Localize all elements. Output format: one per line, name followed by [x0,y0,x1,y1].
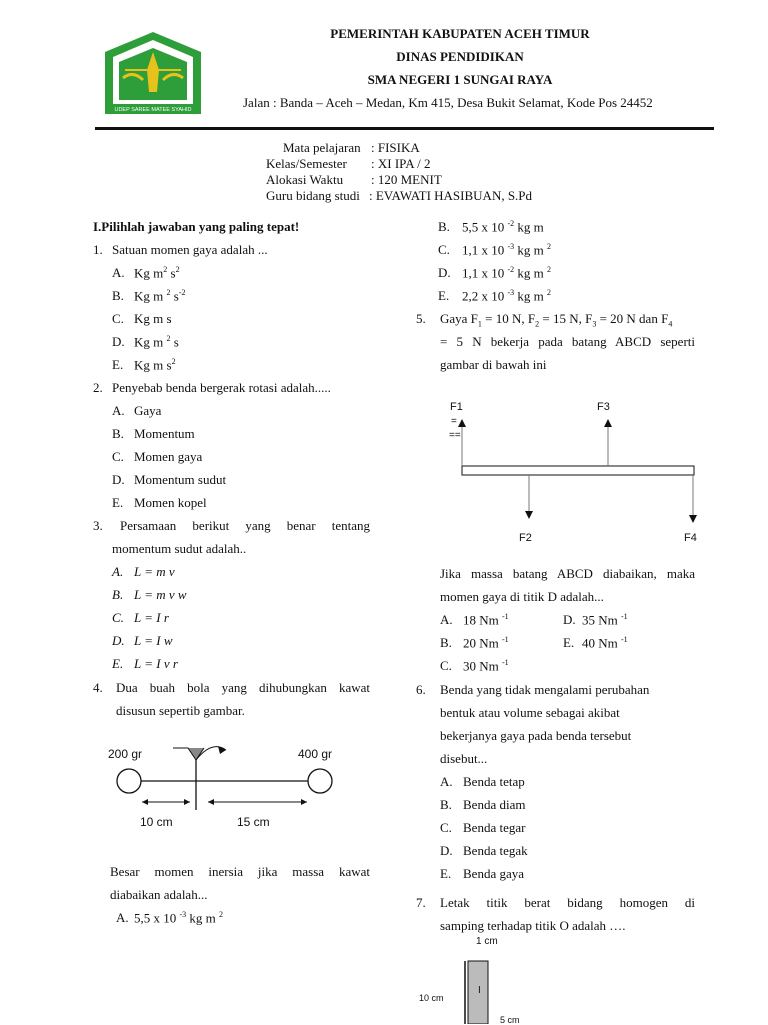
force-marker: == [449,430,461,441]
header-address: Jalan : Banda – Aceh – Medan, Km 415, Desa Bukit Selamat, Kode Pos 24452 [243,95,653,110]
option-text: 1,1 x 10 $^{-2}$ kg m $^2$ [462,265,552,281]
option-letter: E. [112,656,124,671]
option-letter: B. [438,219,450,234]
question-text: Gaya $F_1 = 10$ N, $F_2 = 15$ N, $F_3 = 20$ N dan $F_4$ [440,311,673,329]
force-label-f3: F3 [597,401,610,413]
distance-left-label: 10 cm [140,815,173,829]
info-value: : EVAWATI HASIBUAN, S.Pd [369,188,533,203]
option-text: L = m v [134,564,175,579]
option-text: Kg m $^2$ $s^{-2}$ [134,288,186,304]
option-text: 2,2 x 10 $^{-3}$ kg m $^2$ [462,288,552,304]
question-text: Persamaan berikut yang benar tentang [120,518,370,533]
option-text: Benda gaya [463,866,525,881]
question-text: disusun sepertib gambar. [116,703,245,718]
question-text: diabaikan adalah... [110,887,208,902]
question-text: samping terhadap titik O adalah …. [440,918,626,933]
option-text: 40 Nm $^{-1}$ [582,635,628,651]
question-text: Jika massa batang ABCD diabaikan, maka [440,566,695,581]
force-label-f4: F4 [684,532,697,544]
distance-right-label: 15 cm [237,815,270,829]
question-number: 6. [416,682,426,697]
question-text: Besar momen inersia jika massa kawat [110,864,370,879]
question-text: Satuan momen gaya adalah ... [112,242,268,257]
question-text: Benda yang tidak mengalami perubahan [440,682,650,697]
question-text: momentum sudut adalah.. [112,541,247,556]
logo-text: UDEP SAREE MATEE SYAHID [114,107,192,113]
question-number: 3. [93,518,103,533]
info-label: Guru bidang studi [266,188,360,203]
option-text: 5,5 x 10 $^{-3}$ kg m $^2$ [134,910,224,926]
width-label: 1 cm [476,936,498,947]
option-letter: D. [438,265,451,280]
header-line-2: DINAS PENDIDIKAN [396,49,524,64]
mass-left-label: 200 gr [108,747,143,761]
option-letter: E. [112,495,124,510]
option-text: 18 Nm $^{-1}$ [463,612,509,628]
question-text: disebut... [440,751,488,766]
option-letter: D. [112,334,125,349]
option-letter: E. [440,866,452,881]
option-letter: E. [563,635,575,650]
option-text: Momen gaya [134,449,203,464]
mass-right-label: 400 gr [298,747,333,761]
option-letter: C. [438,242,450,257]
info-value: : XI IPA / 2 [371,156,431,171]
question-number: 2. [93,380,103,395]
shape-marker: I [478,985,481,996]
option-text: Kg m s [134,311,172,326]
question-text: Dua buah bola yang dihubungkan kawat [116,680,370,695]
option-letter: B. [112,288,124,303]
question-text: bekerjanya gaya pada benda tersebut [440,728,632,743]
question-text: momen gaya di titik D adalah... [440,589,604,604]
option-letter: A. [440,612,453,627]
option-text: L = I r [134,610,169,625]
question-text: gambar di bawah ini [440,357,547,372]
header-divider [95,127,714,130]
option-letter: B. [440,797,452,812]
option-letter: E. [438,288,450,303]
section-title: I.Pilihlah jawaban yang paling tepat! [93,219,300,234]
option-text: 5,5 x 10 $^{-2}$ kg m [462,219,544,235]
info-value: : 120 MENIT [371,172,442,187]
option-letter: A. [112,403,125,418]
question-number: 7. [416,895,426,910]
option-text: Kg m $^2$ s [134,334,179,350]
option-letter: C. [112,610,124,625]
info-value: : FISIKA [371,140,420,155]
question-text: bentuk atau volume sebagai akibat [440,705,620,720]
force-marker: = [451,416,457,427]
option-letter: B. [112,587,124,602]
question-text: Penyebab benda bergerak rotasi adalah..... [112,380,331,395]
option-letter: A. [112,265,125,280]
question-number: 4. [93,680,103,695]
option-text: Momentum sudut [134,472,227,487]
option-text: 30 Nm $^{-1}$ [463,658,509,674]
option-letter: D. [112,633,125,648]
option-text: 35 Nm $^{-1}$ [582,612,628,628]
force-bar-diagram [440,395,710,555]
option-text: Benda tegak [463,843,528,858]
option-letter: D. [440,843,453,858]
option-letter: D. [112,472,125,487]
force-label-f1: F1 [450,401,463,413]
option-letter: A. [112,564,124,579]
option-text: Gaya [134,403,162,418]
l-shape-diagram [455,955,515,1024]
option-text: Benda diam [463,797,526,812]
option-text: Benda tetap [463,774,525,789]
info-label: Alokasi Waktu [266,172,344,187]
option-letter: A. [440,774,453,789]
bottom-label: 5 cm [500,1015,520,1025]
option-letter: A. [116,910,129,925]
option-text: Momentum [134,426,195,441]
option-letter: E. [112,357,124,372]
height-label: 10 cm [419,993,444,1003]
question-number: 5. [416,311,426,326]
option-text: Benda tegar [463,820,526,835]
option-text: Kg m $s^2$ [134,357,176,373]
option-letter: D. [563,612,576,627]
option-letter: B. [440,635,452,650]
force-label-f2: F2 [519,532,532,544]
option-text: L = I w [134,633,173,648]
question-number: 1. [93,242,103,257]
option-text: L = m v w [134,587,187,602]
option-letter: C. [440,820,452,835]
info-label: Kelas/Semester [266,156,347,171]
option-letter: C. [440,658,452,673]
option-letter: C. [112,449,124,464]
info-label: Mata pelajaran [283,140,361,155]
question-text: = 5 N bekerja pada batang ABCD seperti [440,334,695,349]
option-text: Momen kopel [134,495,207,510]
header-line-1: PEMERINTAH KABUPATEN ACEH TIMUR [330,26,590,41]
option-text: Kg $m^2$ $s^2$ [134,265,180,281]
option-text: L = I v r [134,656,178,671]
option-letter: C. [112,311,124,326]
option-text: 20 Nm $^{-1}$ [463,635,509,651]
option-letter: B. [112,426,124,441]
option-text: 1,1 x 10 $^{-3}$ kg m $^2$ [462,242,552,258]
header-line-3: SMA NEGERI 1 SUNGAI RAYA [367,72,553,87]
question-text: Letak titik berat bidang homogen di [440,895,695,910]
